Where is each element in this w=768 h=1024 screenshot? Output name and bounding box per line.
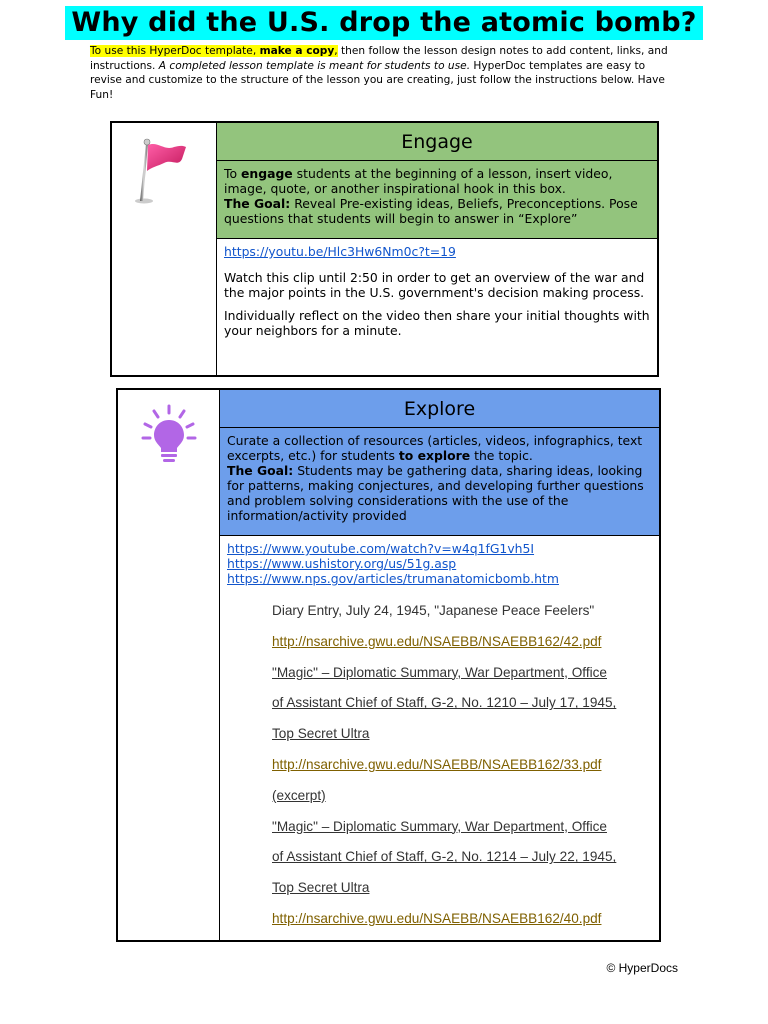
source-line[interactable]: Top Secret Ultra [272, 880, 370, 896]
source-line[interactable]: of Assistant Chief of Staff, G-2, No. 1214 – July 22, 1945, [272, 849, 617, 865]
intro-highlight-text: To use this HyperDoc template, [90, 45, 260, 57]
lightbulb-icon [137, 402, 201, 466]
explore-link-ushistory[interactable]: https://www.ushistory.org/us/51g.asp [227, 556, 457, 571]
intro-text-1: then follow the lesson design notes to add content, links, and instructions. [90, 45, 668, 72]
source-link[interactable]: http://nsarchive.gwu.edu/NSAEBB/NSAEBB162/42.pdf [272, 633, 602, 649]
explore-link-nps[interactable]: https://www.nps.gov/articles/trumanatomicbomb.htm [227, 571, 559, 586]
intro-text-2: HyperDoc templates are easy to revise and customize to the structure of the lesson you are creating, just follow the instructions below. Have Fun! [90, 59, 665, 101]
engage-paragraph-1: Watch this clip until 2:50 in order to get an overview of the war and the major points in the U.S. government's decision making process. [224, 270, 645, 300]
explore-icon-cell [118, 390, 220, 940]
explore-sources-list [272, 596, 652, 935]
intro-paragraph [90, 44, 680, 102]
engage-description [217, 161, 657, 239]
engage-icon-cell [112, 123, 217, 375]
explore-content [220, 390, 659, 940]
engage-goal-label: The Goal: [224, 196, 291, 211]
explore-description [220, 428, 659, 536]
engage-header: Engage [217, 123, 657, 161]
explore-desc-pre: Curate a collection of resources (articles, videos, infographics, text excerpts, etc.) for students [227, 433, 643, 463]
source-line[interactable]: (excerpt) [272, 787, 326, 803]
source-link[interactable]: http://nsarchive.gwu.edu/NSAEBB/NSAEBB162/40.pdf [272, 910, 602, 926]
title-wrap [0, 6, 768, 40]
intro-italic: A completed lesson template is meant for students to use. [158, 59, 471, 72]
source-line: Diary Entry, July 24, 1945, "Japanese Peace Feelers" [272, 603, 595, 618]
intro-highlight-comma: , [334, 45, 338, 57]
engage-content [217, 123, 657, 375]
engage-video-link[interactable]: https://youtu.be/Hlc3Hw6Nm0c?t=19 [224, 244, 456, 259]
page-title: Why did the U.S. drop the atomic bomb? [65, 6, 702, 40]
explore-desc-post: the topic. [470, 448, 533, 463]
explore-link-youtube[interactable]: https://www.youtube.com/watch?v=w4q1fG1vh5I [227, 541, 535, 556]
intro-highlight [90, 45, 338, 57]
explore-header: Explore [220, 390, 659, 428]
source-line[interactable]: of Assistant Chief of Staff, G-2, No. 1210 – July 17, 1945, [272, 695, 617, 711]
pink-flag-icon [132, 137, 192, 207]
footer-copyright: © HyperDocs [606, 961, 678, 975]
engage-desc-post: students at the beginning of a lesson, insert video, image, quote, or another inspirational hook in this box. [224, 166, 613, 196]
engage-desc-pre: To [224, 166, 241, 181]
explore-body [220, 536, 659, 940]
engage-body [217, 239, 657, 351]
source-link[interactable]: http://nsarchive.gwu.edu/NSAEBB/NSAEBB162/33.pdf [272, 756, 602, 772]
source-line[interactable]: "Magic" – Diplomatic Summary, War Department, Office [272, 664, 607, 680]
intro-make-copy: make a copy [259, 45, 335, 57]
source-line[interactable]: "Magic" – Diplomatic Summary, War Department, Office [272, 818, 607, 834]
engage-desc-bold: engage [240, 166, 293, 181]
engage-paragraph-2: Individually reflect on the video then share your initial thoughts with your neighbors for a minute. [224, 308, 650, 338]
explore-desc-bold: to explore [398, 448, 471, 463]
explore-goal-text: Students may be gathering data, sharing ideas, looking for patterns, making conjectures, and developing further questions and problem solving considerations with the use of the information/activity provided [227, 463, 644, 523]
source-line[interactable]: Top Secret Ultra [272, 726, 370, 742]
engage-block [110, 121, 659, 377]
explore-block [116, 388, 661, 942]
engage-goal-text: Reveal Pre-existing ideas, Beliefs, Preconceptions. Pose questions that students will begin to answer in “Explore” [224, 196, 638, 226]
explore-goal-label: The Goal: [227, 463, 294, 478]
